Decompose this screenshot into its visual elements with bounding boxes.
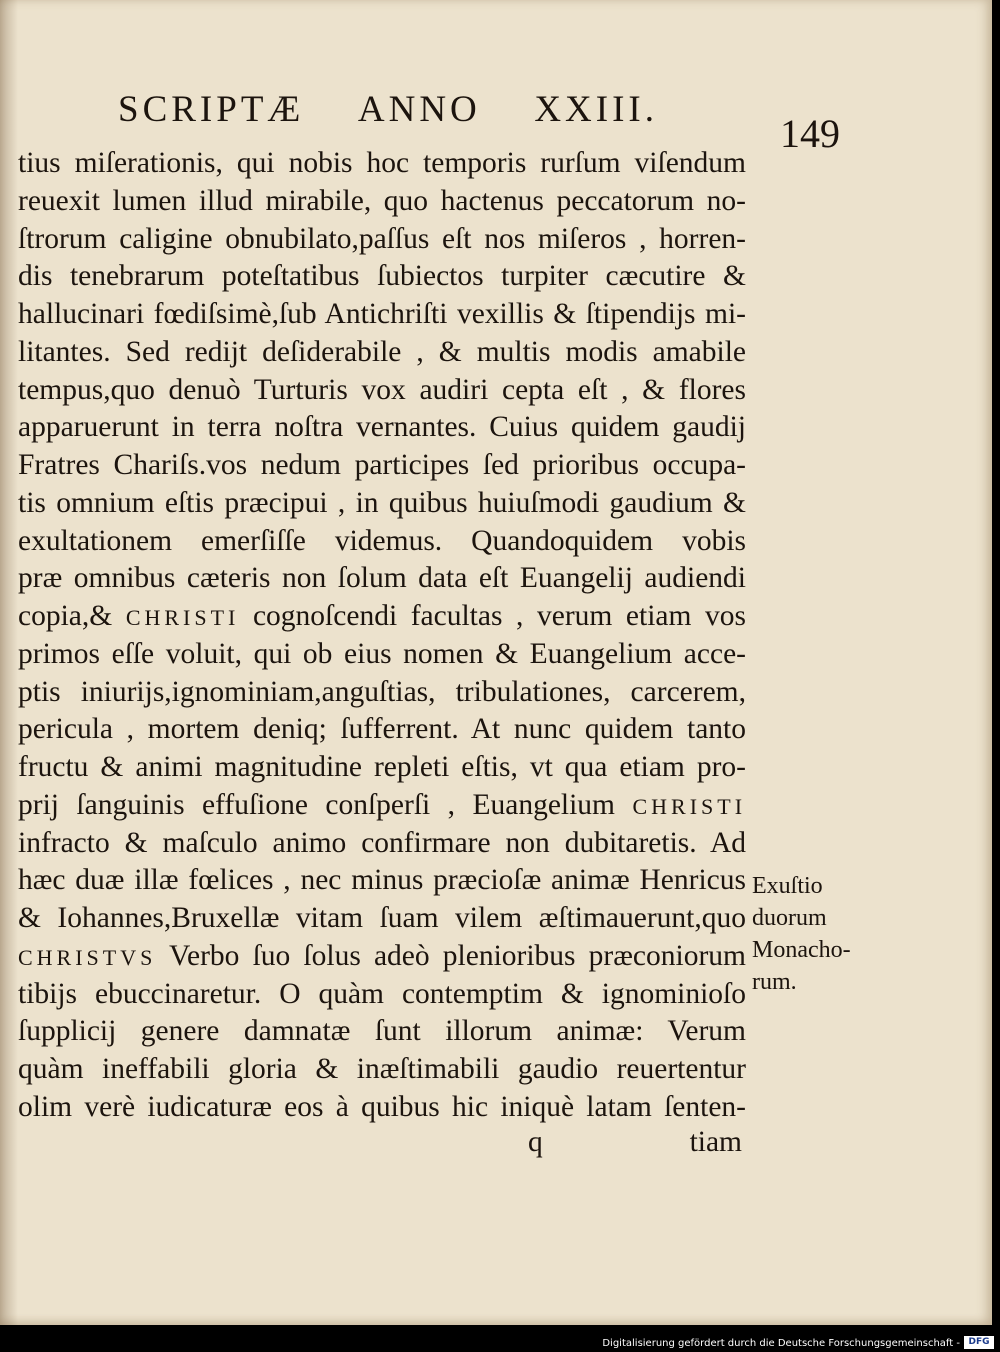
digitization-credit: Digitalisierung gefördert durch die Deutsche Forschungsgemeinschaft - [602,1338,960,1349]
text-line: dis tenebrarum poteſtatibus ſubiectos turpiter cæcutire & [18,260,746,293]
text-line: & Iohannes,Bruxellæ vitam ſuam vilem æſtimauerunt,quo [18,902,746,934]
text-line: fructu & animi magnitudine repleti eſtis, vt qua etiam pro- [18,751,746,783]
marginal-note-line: Exuſtio [752,873,823,899]
text-line: olim verè iudicaturæ eos à quibus hic iniquè latam ſenten- [18,1090,746,1123]
text-line: pericula , mortem deniq; ſufferrent. At nunc quidem tanto [18,713,746,746]
body-text [18,145,746,1127]
small-caps-name: CHRISTI [632,793,747,819]
text-line: exultationem emerſiſſe videmus. Quandoquidem vobis [18,524,746,557]
text-line: quàm ineffabili gloria & inæſtimabili gaudio reuertentur [18,1053,746,1085]
text-line: hallucinari fœdiſsimè,ſub Antichriſti vexillis & ſtipendijs mi- [18,298,746,330]
text-line: ſtrorum caligine obnubilato,paſſus eſt nos miſeros , horren- [18,222,746,255]
text-line: tius miſerationis, qui nobis hoc temporis rurſum viſendum [18,147,746,179]
small-caps-name: CHRISTI [125,605,240,630]
text-line-segment: prij ſanguinis effuſione conſperſi , Euangelium [18,788,616,821]
text-line-segment: Verbo ſuo ſolus adeò plenioribus præconiorum [168,939,746,972]
page-number: 149 [780,111,840,156]
text-line [18,787,746,825]
text-line [18,598,746,636]
catchword: tiam [689,1126,742,1158]
marginal-note [752,870,872,998]
text-line: tis omnium eſtis præcipui , in quibus huiuſmodi gaudium & [18,486,746,519]
text-line: tempus,quo denuò Turturis vox audiri cepta eſt , & flores [18,373,746,406]
small-caps-name: CHRISTVS [18,944,157,970]
text-line-segment: copia,& [18,600,113,632]
text-line: hæc duæ illæ fœlices , nec minus præcioſæ animæ Henricus [18,864,746,897]
text-line-segment: cognoſcendi facultas , verum etiam vos [252,600,747,632]
running-head-word-2: ANNO [357,89,481,130]
marginal-note-line: duorum [752,905,827,931]
text-line: ptis iniurijs,ignominiam,anguſtias, tribulationes, carcerem, [18,675,746,708]
running-head-word-1: SCRIPTÆ [118,89,305,130]
marginal-note-line: rum. [752,969,797,995]
text-line: reuexit lumen illud mirabile, quo hactenus peccatorum no- [18,184,746,217]
text-line: litantes. Sed redijt deſiderabile , & multis modis amabile [18,335,746,368]
text-line: primos eſſe voluit, qui ob eius nomen & Euangelium acce- [18,637,746,670]
text-line: Fratres Chariſs.vos nedum participes ſed prioribus occupa- [18,449,746,481]
marginal-note-line: Monacho- [752,937,851,963]
running-head-word-3: XXIII. [534,89,658,130]
text-line: ſupplicij genere damnatæ ſunt illorum animæ: Verum [18,1015,746,1048]
dfg-logo: DFG [964,1336,994,1349]
text-line: tibijs ebuccinaretur. O quàm contemptim & ignominioſo [18,977,746,1010]
text-line: præ omnibus cæteris non ſolum data eſt Euangelij audiendi [18,562,746,595]
text-line [18,938,746,976]
text-line: apparuerunt in terra noſtra vernantes. Cuius quidem gaudij [18,411,746,444]
text-line: infracto & maſculo animo confirmare non dubitaretis. Ad [18,826,746,859]
signature-mark: q [528,1126,543,1158]
running-head [118,88,658,131]
